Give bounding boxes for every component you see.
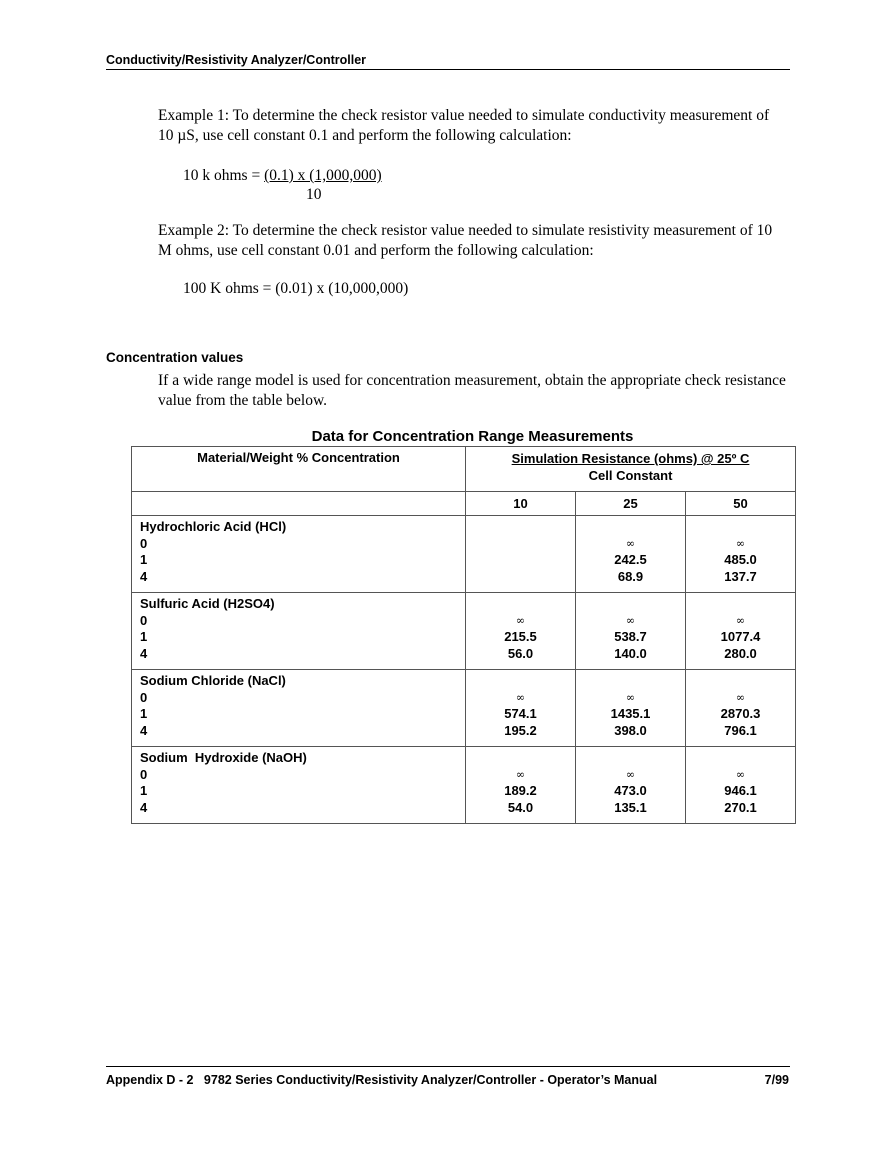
concentration-0: 0 bbox=[140, 535, 148, 551]
example-1-formula bbox=[183, 166, 382, 185]
example-1-formula-numerator: (0.1) x (1,000,000) bbox=[264, 167, 382, 184]
material-name: Sodium Chloride (NaCl) bbox=[140, 673, 286, 688]
value-cell-25: ∞ 1435.1 398.0 bbox=[576, 670, 686, 747]
material-name: Sodium Hydroxide (NaOH) bbox=[140, 750, 307, 765]
cell-constant-row bbox=[132, 492, 796, 516]
value-cell-50: ∞ 485.0 137.7 bbox=[686, 516, 796, 593]
material-name: Hydrochloric Acid (HCl) bbox=[140, 519, 287, 534]
concentration-1: 1 bbox=[140, 706, 148, 721]
table-row bbox=[132, 670, 796, 747]
concentration-1: 1 bbox=[140, 629, 148, 644]
column-header-material: Material/Weight % Concentration bbox=[132, 447, 466, 492]
value-cell-10: ∞ 215.5 56.0 bbox=[466, 593, 576, 670]
concentration-1: 1 bbox=[140, 783, 148, 798]
example-2-formula: 100 K ohms = (0.01) x (10,000,000) bbox=[183, 280, 409, 297]
value-cell-25: ∞ 538.7 140.0 bbox=[576, 593, 686, 670]
cell-constant-10: 10 bbox=[466, 492, 576, 516]
material-name: Sulfuric Acid (H2SO4) bbox=[140, 596, 275, 611]
concentration-4: 4 bbox=[140, 799, 148, 815]
value-cell-50: ∞ 1077.4 280.0 bbox=[686, 593, 796, 670]
value-cell-50: ∞ 2870.3 796.1 bbox=[686, 670, 796, 747]
example-1-formula-denominator: 10 bbox=[306, 186, 322, 203]
concentration-table bbox=[131, 446, 796, 824]
material-cell bbox=[132, 593, 466, 670]
example-2-text: Example 2: To determine the check resistor value needed to simulate resistivity measurement of 10 M ohms, use cell constant 0.01 and perform the following calculation: bbox=[158, 222, 773, 259]
concentration-4: 4 bbox=[140, 645, 148, 661]
footer-divider bbox=[106, 1066, 790, 1067]
concentration-0: 0 bbox=[140, 612, 148, 628]
header-divider bbox=[106, 69, 790, 70]
example-1-formula-lhs: 10 k ohms = bbox=[183, 167, 265, 184]
table-row bbox=[132, 593, 796, 670]
footer-date: 7/99 bbox=[764, 1073, 789, 1087]
cell-constant-25: 25 bbox=[576, 492, 686, 516]
empty-header-cell bbox=[132, 492, 466, 516]
value-cell-10: ∞ 189.2 54.0 bbox=[466, 747, 576, 824]
example-1-text: Example 1: To determine the check resistor value needed to simulate conductivity measurement of 10 µS, use cell constant 0.1 and perform the following calculation: bbox=[158, 107, 770, 144]
table-row bbox=[132, 747, 796, 824]
table-header-row bbox=[132, 447, 796, 492]
material-cell bbox=[132, 747, 466, 824]
concentration-intro: If a wide range model is used for concentration measurement, obtain the appropriate check resistance value from the table below. bbox=[158, 372, 786, 409]
cell-constant-label: Cell Constant bbox=[588, 468, 673, 483]
material-cell bbox=[132, 516, 466, 593]
value-cell-50: ∞ 946.1 270.1 bbox=[686, 747, 796, 824]
concentration-4: 4 bbox=[140, 568, 148, 584]
value-cell-10: ∞ 574.1 195.2 bbox=[466, 670, 576, 747]
value-cell-10 bbox=[466, 516, 576, 593]
table-title: Data for Concentration Range Measurements bbox=[311, 428, 634, 445]
footer-manual-title: Appendix D - 2 9782 Series Conductivity/Resistivity Analyzer/Controller - Operator’s Manual bbox=[106, 1073, 658, 1087]
table-row bbox=[132, 516, 796, 593]
concentration-0: 0 bbox=[140, 766, 148, 782]
value-cell-25: ∞ 473.0 135.1 bbox=[576, 747, 686, 824]
cell-constant-50: 50 bbox=[686, 492, 796, 516]
concentration-4: 4 bbox=[140, 722, 148, 738]
concentration-0: 0 bbox=[140, 689, 148, 705]
running-header-title: Conductivity/Resistivity Analyzer/Controller bbox=[106, 53, 367, 67]
column-header-simulation bbox=[466, 447, 796, 492]
concentration-1: 1 bbox=[140, 552, 148, 567]
value-cell-25: ∞ 242.5 68.9 bbox=[576, 516, 686, 593]
material-cell bbox=[132, 670, 466, 747]
concentration-heading: Concentration values bbox=[106, 350, 244, 365]
simulation-resistance-label: Simulation Resistance (ohms) @ 25º C bbox=[511, 451, 750, 466]
